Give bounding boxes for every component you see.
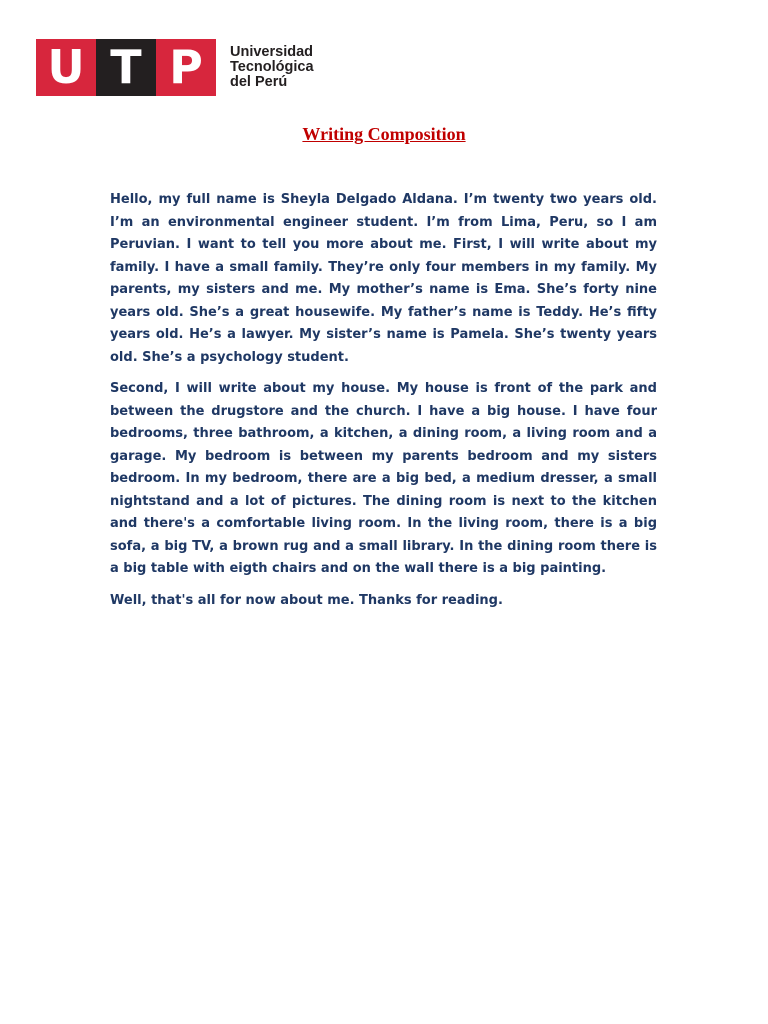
logo-line-del-peru: del Perú (230, 74, 288, 90)
document-title: Writing Composition (302, 124, 466, 144)
paragraph-introduction: Hello, my full name is Sheyla Delgado Aldana. I’m twenty two years old. I’m an environmental engineer student. I’m from Lima, Peru, so I am Peruvian. I want to tell you more about me. First, I will write about my family. I have a small family. They’re only four members in my family. My parents, my sisters and me. My mother’s name is Ema. She’s forty nine years old. She’s a great housewife. My father’s name is Teddy. He’s fifty years old. He’s a lawyer. My sister’s name is Pamela. She’s twenty years old. She’s a psychology student. (110, 192, 657, 365)
logo-wordmark (230, 45, 314, 90)
logo-letter-u: U (36, 39, 96, 96)
logo-line-tecnologica: Tecnológica (230, 59, 314, 75)
paragraph-house: Second, I will write about my house. My house is front of the park and between the drugstore and the church. I have a big house. I have four bedrooms, three bathroom, a kitchen, a dining room, a living room and a garage. My bedroom is between my parents bedroom and my sisters bedroom. In my bedroom, there are a big bed, a medium dresser, a small nightstand and a lot of pictures. The dining room is next to the kitchen and there's a comfortable living room. In the living room, there is a big sofa, a big TV, a brown rug and a small library. In the dining room there is a big table with eigth chairs and on the wall there is a big painting. (110, 381, 657, 576)
paragraph-closing: Well, that's all for now about me. Thanks for reading. (110, 592, 503, 608)
utp-logo (36, 39, 314, 96)
logo-line-universidad: Universidad (230, 44, 313, 60)
logo-letter-p: P (156, 39, 216, 96)
document-body (110, 189, 657, 621)
logo-letter-t: T (96, 39, 156, 96)
